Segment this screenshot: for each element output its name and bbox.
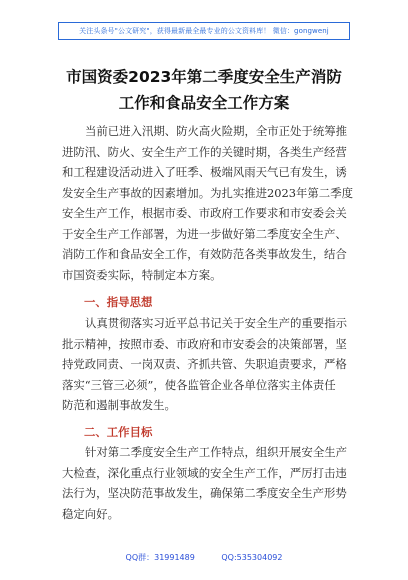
section1-heading: 一、指导思想 xyxy=(84,295,153,309)
intro-line: 市国资委实际，特制定本方案。 xyxy=(62,267,222,282)
section1-line: 批示精神，按照市委、市政府和市安委会的决策部署，坚 xyxy=(62,336,347,351)
section2-line: 针对第二季度安全生产工作特点，组织开展安全生产 xyxy=(85,445,347,459)
section1-paragraph xyxy=(62,313,362,416)
section2-line: 大检查，深化重点行业领域的安全生产工作，严厉打击违 xyxy=(62,465,347,480)
section1-line: 落实“三管三必须”，使各监管企业各单位落实主体责任 xyxy=(62,377,336,392)
section1-line: 认真贯彻落实习近平总书记关于安全生产的重要指示 xyxy=(85,316,347,330)
footer-qq-group: QQ群：31991489 xyxy=(125,553,195,562)
section2-line: 稳定向好。 xyxy=(62,506,119,521)
section1-line: 防范和遏制事故发生。 xyxy=(62,398,176,412)
intro-line: 当前已进入汛期、防火高火险期，全市正处于统筹推 xyxy=(85,124,347,138)
intro-paragraph xyxy=(62,121,362,285)
intro-line: 消防工作和食品安全工作，有效防范各类事故发生，结合 xyxy=(62,247,347,261)
page-title-line1: 市国资委2023年第二季度安全生产消防 xyxy=(66,68,342,86)
footer xyxy=(0,552,408,563)
intro-line: 发安全生产事故的因素增加。为扎实推进2023年第二季度 xyxy=(62,185,353,200)
section2-line: 法行为，坚决防范事故发生，确保第二季度安全生产形势 xyxy=(62,486,347,500)
section2-heading: 二、工作目标 xyxy=(84,425,153,439)
page-title-line2: 工作和食品安全工作方案 xyxy=(118,94,290,112)
footer-qq: QQ:535304092 xyxy=(221,553,283,562)
top-banner: 关注头条号"公文研究"，获得最新最全最专业的公文资料库！ 微信：gongwenj xyxy=(58,22,350,40)
intro-line: 安全生产工作，根据市委、市政府工作要求和市安委会关 xyxy=(62,206,347,220)
intro-line: 于安全生产工作部署，为进一步做好第二季度安全生产、 xyxy=(62,226,347,241)
intro-line: 进防汛、防火、安全生产工作的关键时期，各类生产经营 xyxy=(62,144,347,159)
intro-line: 和工程建设活动进入了旺季、极端风雨天气已有发生，诱 xyxy=(62,165,347,179)
section2-paragraph xyxy=(62,442,362,524)
section1-line: 持党政同责、一岗双责、齐抓共管、失职追责要求，严格 xyxy=(62,357,347,371)
